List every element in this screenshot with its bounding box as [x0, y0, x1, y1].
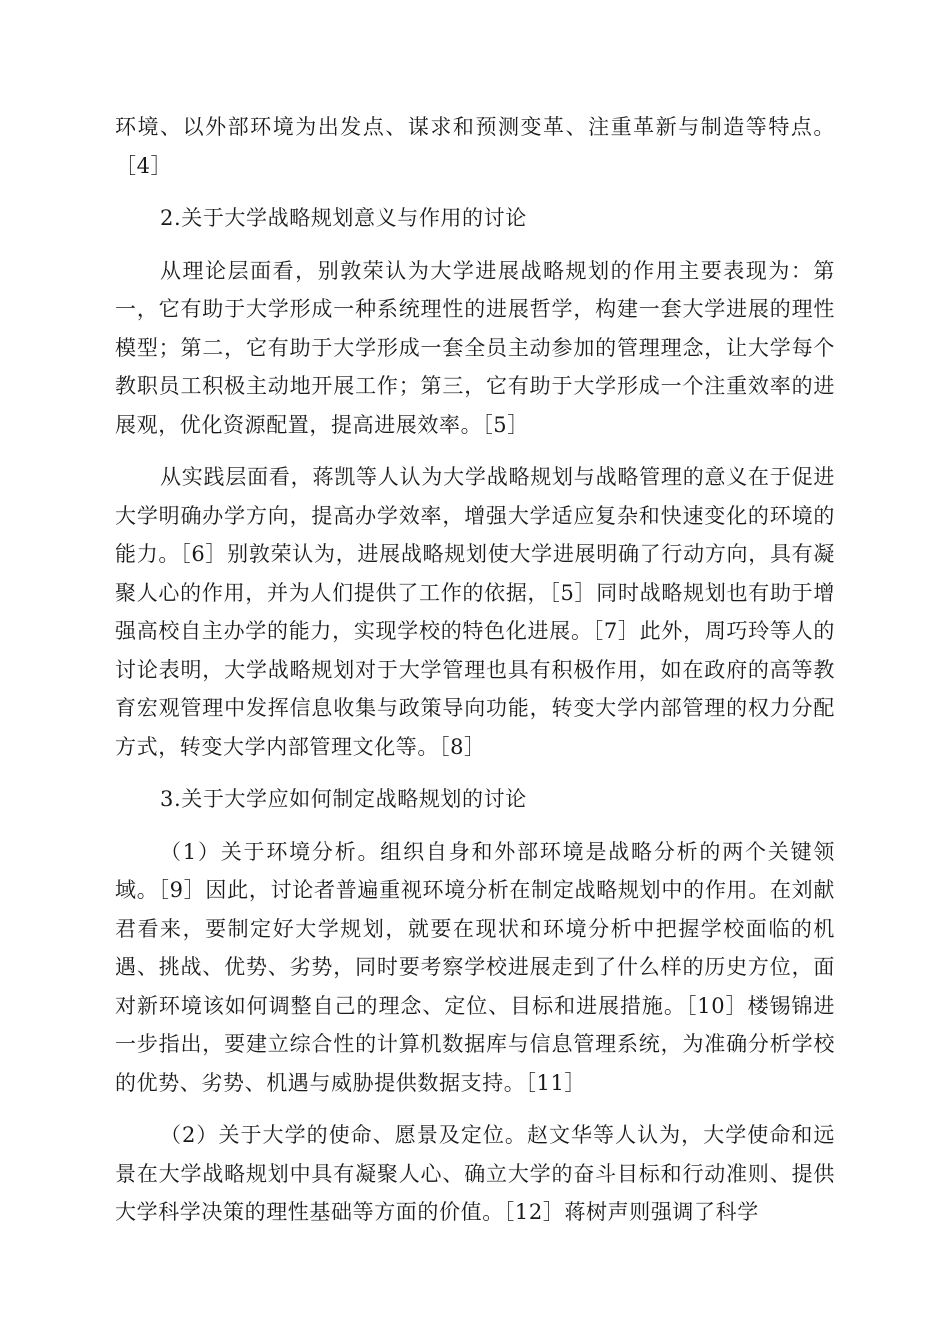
paragraph-practice-level: 从实践层面看，蒋凯等人认为大学战略规划与战略管理的意义在于促进大学明确办学方向，提高办学效率，增强大学适应复杂和快速变化的环境的能力。［6］别敦荣认为，进展战略规划使大学进展明确了行动方向，具有凝聚人心的作用，并为人们提供了工作的依据，［5］同时战略规划也有助于增强高校自主办学的能力，实现学校的特色化进展。［7］此外，周巧玲等人的讨论表明，大学战略规划对于大学管理也具有积极作用，如在政府的高等教育宏观管理中发挥信息收集与政策导向功能，转变大学内部管理的权力分配方式，转变大学内部管理文化等。［8］ [115, 465, 835, 759]
document-body [115, 108, 835, 1232]
paragraph-environment-analysis: （1）关于环境分析。组织自身和外部环境是战略分析的两个关键领域。［9］因此，讨论者普遍重视环境分析在制定战略规划中的作用。在刘献君看来，要制定好大学规划，就要在现状和环境分析中把握学校面临的机遇、挑战、优势、劣势，同时要考察学校进展走到了什么样的历史方位，面对新环境该如何调整自己的理念、定位、目标和进展措施。［10］楼锡锦进一步指出，要建立综合性的计算机数据库与信息管理系统，为准确分析学校的优势、劣势、机遇与威胁提供数据支持。［11］ [115, 839, 835, 1095]
section-heading-3: 3.关于大学应如何制定战略规划的讨论 [160, 787, 527, 811]
paragraph-theory-level: 从理论层面看，别敦荣认为大学进展战略规划的作用主要表现为：第一，它有助于大学形成一种系统理性的进展哲学，构建一套大学进展的理性模型；第二，它有助于大学形成一套全员主动参加的管理理念，让大学每个教职员工积极主动地开展工作；第三，它有助于大学形成一个注重效率的进展观，优化资源配置，提高进展效率。［5］ [115, 258, 835, 437]
paragraph-mission-vision: （2）关于大学的使命、愿景及定位。赵文华等人认为，大学使命和远景在大学战略规划中具有凝聚人心、确立大学的奋斗目标和行动准则、提供大学科学决策的理性基础等方面的价值。［12］蒋树声则强调了科学 [115, 1123, 835, 1224]
section-heading-2: 2.关于大学战略规划意义与作用的讨论 [160, 206, 527, 230]
paragraph-continuation: 环境、以外部环境为出发点、谋求和预测变革、注重革新与制造等特点。［4］ [115, 115, 835, 178]
